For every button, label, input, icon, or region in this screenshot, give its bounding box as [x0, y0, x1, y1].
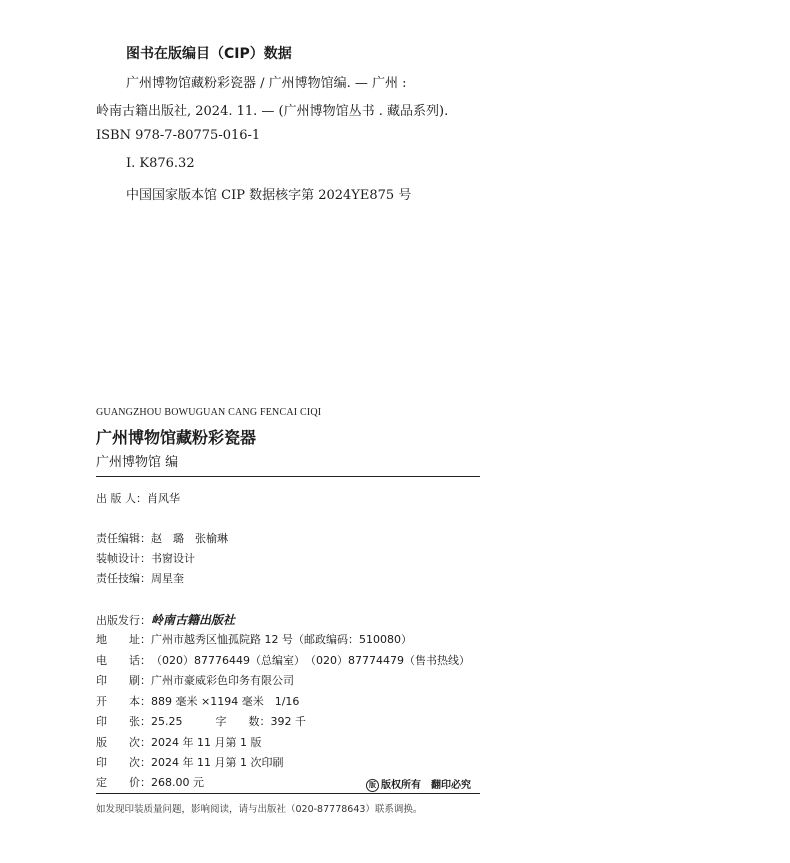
pub-value: 268.00 元 — [151, 776, 204, 789]
pub-format — [96, 693, 299, 711]
pub-distributor — [96, 611, 235, 629]
pub-value: 25.25 字 数：392 千 — [151, 715, 306, 728]
cip-line-record-number: 中国国家版本馆 CIP 数据核字第 2024YE875 号 — [126, 188, 412, 203]
cip-title: 图书在版编目（CIP）数据 — [126, 46, 292, 62]
publisher-logo-text: 岭南古籍出版社 — [151, 613, 236, 627]
pub-printing — [96, 754, 283, 772]
credit-value: 肖风华 — [147, 492, 180, 505]
credit-technical-editor — [96, 570, 184, 588]
credit-label: 出 版 人： — [96, 492, 147, 505]
pub-value: 2024 年 11 月第 1 版 — [151, 736, 262, 749]
pub-sheets — [96, 713, 306, 731]
pub-printer — [96, 672, 294, 690]
copyright-notice — [366, 776, 471, 792]
pub-value: 889 毫米 ×1194 毫米 1/16 — [151, 695, 300, 708]
pub-value: 2024 年 11 月第 1 次印刷 — [151, 756, 284, 769]
cip-line-isbn: ISBN 978-7-80775-016-1 — [96, 128, 261, 143]
credit-value: 周星奎 — [151, 572, 184, 585]
pub-label: 印 次： — [96, 756, 151, 769]
pinyin-title: GUANGZHOU BOWUGUAN CANG FENCAI CIQI — [96, 407, 322, 418]
pub-price — [96, 774, 204, 792]
credit-value: 书窗设计 — [151, 552, 195, 565]
pub-value: （020）87776449（总编室） （020）87774479（售书热线） — [151, 654, 470, 667]
credit-label: 装帧设计： — [96, 552, 151, 565]
credit-responsible-editor — [96, 530, 228, 548]
credit-value: 赵 璐 张榆琳 — [151, 532, 228, 545]
pub-label: 定 价： — [96, 776, 151, 789]
top-divider — [96, 476, 480, 477]
book-title: 广州博物馆藏粉彩瓷器 — [96, 428, 257, 447]
cip-line-publication: 岭南古籍出版社, 2024. 11. — (广州博物馆丛书 . 藏品系列). — [96, 104, 449, 119]
credit-publisher-person — [96, 490, 180, 508]
pub-label: 版 次： — [96, 736, 151, 749]
pub-phone — [96, 652, 470, 670]
pub-label: 开 本： — [96, 695, 151, 708]
pub-label: 印 刷： — [96, 674, 151, 687]
cip-line-title-responsibility: 广州博物馆藏粉彩瓷器 / 广州博物馆编. — 广州 : — [126, 76, 407, 91]
bottom-divider — [96, 793, 480, 794]
quality-notice: 如发现印装质量问题，影响阅读，请与出版社（020-87778643）联系调换。 — [96, 804, 423, 815]
pub-label: 地 址： — [96, 633, 151, 646]
credit-binding-design — [96, 550, 195, 568]
credit-label: 责任技编： — [96, 572, 151, 585]
copyright-text: 版权所有 翻印必究 — [381, 780, 471, 791]
pub-label: 出版发行： — [96, 614, 151, 627]
pub-edition — [96, 734, 261, 752]
copyright-mark-icon: 版 — [366, 779, 379, 792]
pub-value: 广州市越秀区恤孤院路 12 号（邮政编码：510080） — [151, 633, 412, 646]
book-editor: 广州博物馆 编 — [96, 455, 179, 470]
pub-address — [96, 631, 412, 649]
pub-value: 广州市豪威彩色印务有限公司 — [151, 674, 294, 687]
cip-line-classification: Ⅰ. K876.32 — [126, 156, 195, 171]
credit-label: 责任编辑： — [96, 532, 151, 545]
pub-label: 电 话： — [96, 654, 151, 667]
pub-label: 印 张： — [96, 715, 151, 728]
